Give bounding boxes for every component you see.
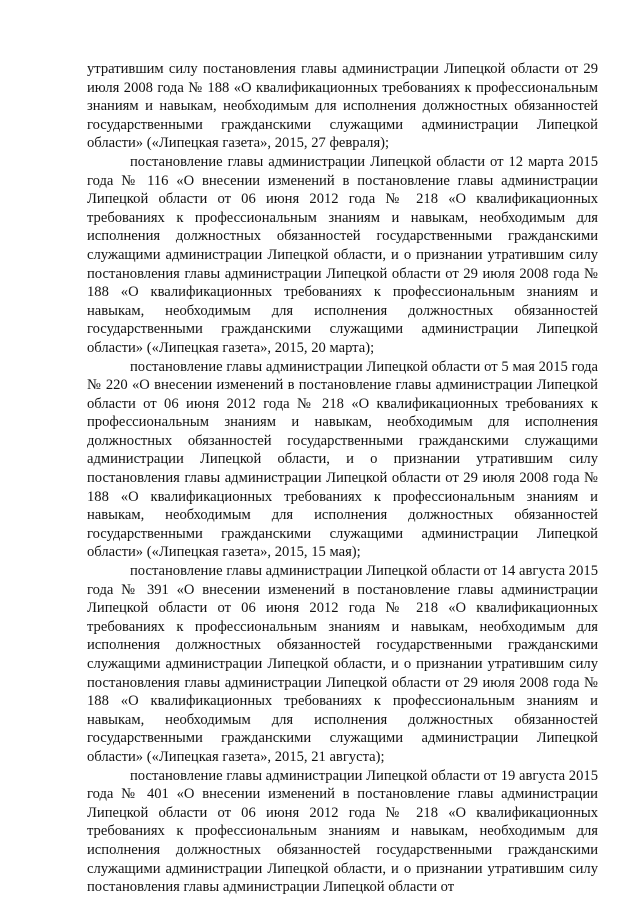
document-page bbox=[87, 60, 598, 897]
paragraph-5: постановление главы администрации Липецкой области от 19 августа 2015 года № 401 «О внесении изменений в постановление главы администрации Липецкой области от 06 июня 2012 года № 218 «О квалификационных требованиях к профессиональным знаниям и навыкам, необходимым для исполнения должностных обязанностей государственными гражданскими служащими администрации Липецкой области, и о признании утратившим силу постановления главы администрации Липецкой области от bbox=[87, 767, 598, 896]
paragraph-1: утратившим силу постановления главы администрации Липецкой области от 29 июля 2008 года № 188 «О квалификационных требованиях к профессиональным знаниям и навыкам, необходимым для исполнения должностных обязанностей государственными гражданскими служащими администрации Липецкой области» («Липецкая газета», 2015, 27 февраля); bbox=[87, 61, 598, 152]
paragraph-3: постановление главы администрации Липецкой области от 5 мая 2015 года № 220 «О внесении изменений в постановление главы администрации Липецкой области от 06 июня 2012 года № 218 «О квалификационных требованиях к профессиональным знаниям и навыкам, необходимым для исполнения должностных обязанностей государственными гражданскими служащими администрации Липецкой области, и о признании утратившим силу постановления главы администрации Липецкой области от 29 июля 2008 года № 188 «О квалификационных требованиях к профессиональным знаниям и навыкам, необходимым для исполнения должностных обязанностей государственными гражданскими служащими администрации Липецкой области» («Липецкая газета», 2015, 15 мая); bbox=[87, 358, 598, 561]
paragraph-2: постановление главы администрации Липецкой области от 12 марта 2015 года № 116 «О внесении изменений в постановление главы администрации Липецкой области от 06 июня 2012 года № 218 «О квалификационных требованиях к профессиональным знаниям и навыкам, необходимым для исполнения должностных обязанностей государственными гражданскими служащими администрации Липецкой области, и о признании утратившим силу постановления главы администрации Липецкой области от 29 июля 2008 года № 188 «О квалификационных требованиях к профессиональным знаниям и навыкам, необходимым для исполнения должностных обязанностей государственными гражданскими служащими администрации Липецкой области» («Липецкая газета», 2015, 20 марта); bbox=[87, 153, 598, 356]
paragraph-4: постановление главы администрации Липецкой области от 14 августа 2015 года № 391 «О внесении изменений в постановление главы администрации Липецкой области от 06 июня 2012 года № 218 «О квалификационных требованиях к профессиональным знаниям и навыкам, необходимым для исполнения должностных обязанностей государственными гражданскими служащими администрации Липецкой области, и о признании утратившим силу постановления главы администрации Липецкой области от 29 июля 2008 года № 188 «О квалификационных требованиях к профессиональным знаниям и навыкам, необходимым для исполнения должностных обязанностей государственными гражданскими служащими администрации Липецкой области» («Липецкая газета», 2015, 21 августа); bbox=[87, 563, 598, 765]
